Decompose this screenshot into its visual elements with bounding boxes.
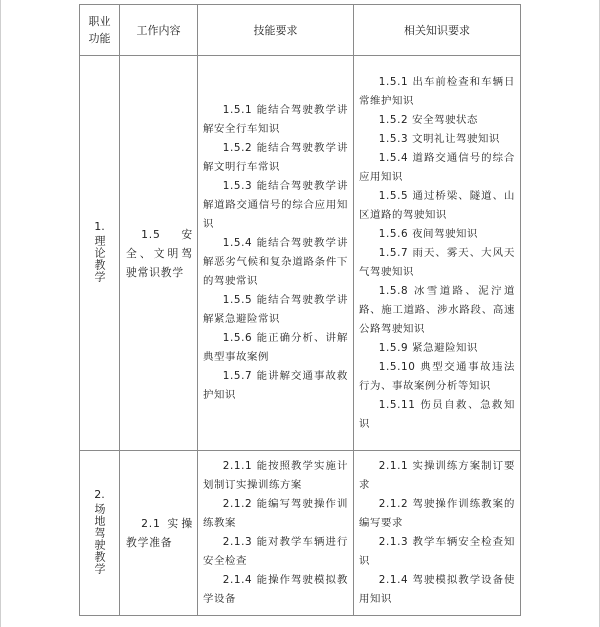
skill-requirements-cell	[198, 56, 354, 451]
skill-item: 1.5.6 能正确分析、讲解典型事故案例	[203, 332, 348, 363]
header-work-content: 工作内容	[120, 5, 198, 56]
knowledge-item: 1.5.11 伤员自救、急救知识	[359, 398, 515, 430]
header-knowledge-requirements: 相关知识要求	[354, 5, 521, 56]
knowledge-item: 1.5.10 典型交通事故违法行为、事故案例分析等知识	[359, 360, 515, 392]
table-row	[80, 56, 521, 451]
knowledge-item: 1.5.6 夜间驾驶知识	[378, 227, 479, 240]
skill-item: 1.5.1 能结合驾驶教学讲解安全行车知识	[203, 104, 348, 135]
header-row	[80, 5, 521, 56]
knowledge-item: 1.5.8 冰雪道路、泥泞道路、施工道路、涉水路段、高速公路驾驶知识	[359, 284, 515, 335]
knowledge-requirements-cell	[354, 56, 521, 451]
skill-item: 1.5.7 能讲解交通事故救护知识	[203, 370, 348, 401]
knowledge-item: 1.5.1 出车前检查和车辆日常维护知识	[359, 75, 515, 107]
knowledge-item: 2.1.1 实操训练方案制订要求	[359, 460, 515, 491]
knowledge-item: 2.1.3 教学车辆安全检查知识	[359, 536, 515, 567]
knowledge-item: 1.5.7 雨天、雾天、大风天气驾驶知识	[359, 246, 515, 278]
skills-requirement-table	[79, 4, 521, 616]
header-skill-requirements: 技能要求	[198, 5, 354, 56]
knowledge-item: 2.1.4 驾驶模拟教学设备使用知识	[359, 574, 515, 605]
knowledge-item: 1.5.3 文明礼让驾驶知识	[378, 132, 501, 145]
skill-item: 2.1.3 能对教学车辆进行安全检查	[203, 536, 348, 567]
skill-item: 2.1.1 能按照教学实施计划制订实操训练方案	[203, 460, 348, 491]
skill-item: 1.5.5 能结合驾驶教学讲解紧急避险常识	[203, 294, 348, 325]
skill-item: 2.1.2 能编写驾驶操作训练教案	[203, 498, 348, 529]
knowledge-item: 1.5.9 紧急避险知识	[378, 341, 479, 354]
page-border-left	[0, 0, 1, 627]
function-cell	[80, 451, 120, 616]
work-content-text: 1.5 安全、文明驾驶常识教学	[126, 227, 193, 279]
function-cell	[80, 56, 120, 451]
table-row	[80, 451, 521, 616]
work-content-cell	[120, 56, 198, 451]
knowledge-item: 1.5.4 道路交通信号的综合应用知识	[359, 151, 515, 183]
knowledge-item: 2.1.2 驾驶操作训练教案的编写要求	[359, 498, 515, 529]
skill-requirements-cell	[198, 451, 354, 616]
work-content-cell	[120, 451, 198, 616]
function-number: 1.	[94, 220, 105, 233]
knowledge-item: 1.5.5 通过桥梁、隧道、山区道路的驾驶知识	[359, 189, 515, 221]
knowledge-item: 1.5.2 安全驾驶状态	[378, 113, 479, 126]
function-number: 2.	[94, 488, 105, 501]
work-content-text: 2.1 实操教学准备	[126, 517, 193, 549]
skill-item: 1.5.4 能结合驾驶教学讲解恶劣气候和复杂道路条件下的驾驶常识	[203, 237, 348, 287]
skill-item: 1.5.3 能结合驾驶教学讲解道路交通信号的综合应用知识	[203, 180, 348, 230]
function-name: 场地驾驶教学	[93, 503, 106, 575]
skill-item: 2.1.4 能操作驾驶模拟教学设备	[203, 574, 348, 605]
function-name: 理论教学	[93, 235, 106, 283]
skill-item: 1.5.2 能结合驾驶教学讲解文明行车常识	[203, 142, 348, 173]
knowledge-requirements-cell	[354, 451, 521, 616]
header-function: 职业功能	[80, 5, 120, 56]
